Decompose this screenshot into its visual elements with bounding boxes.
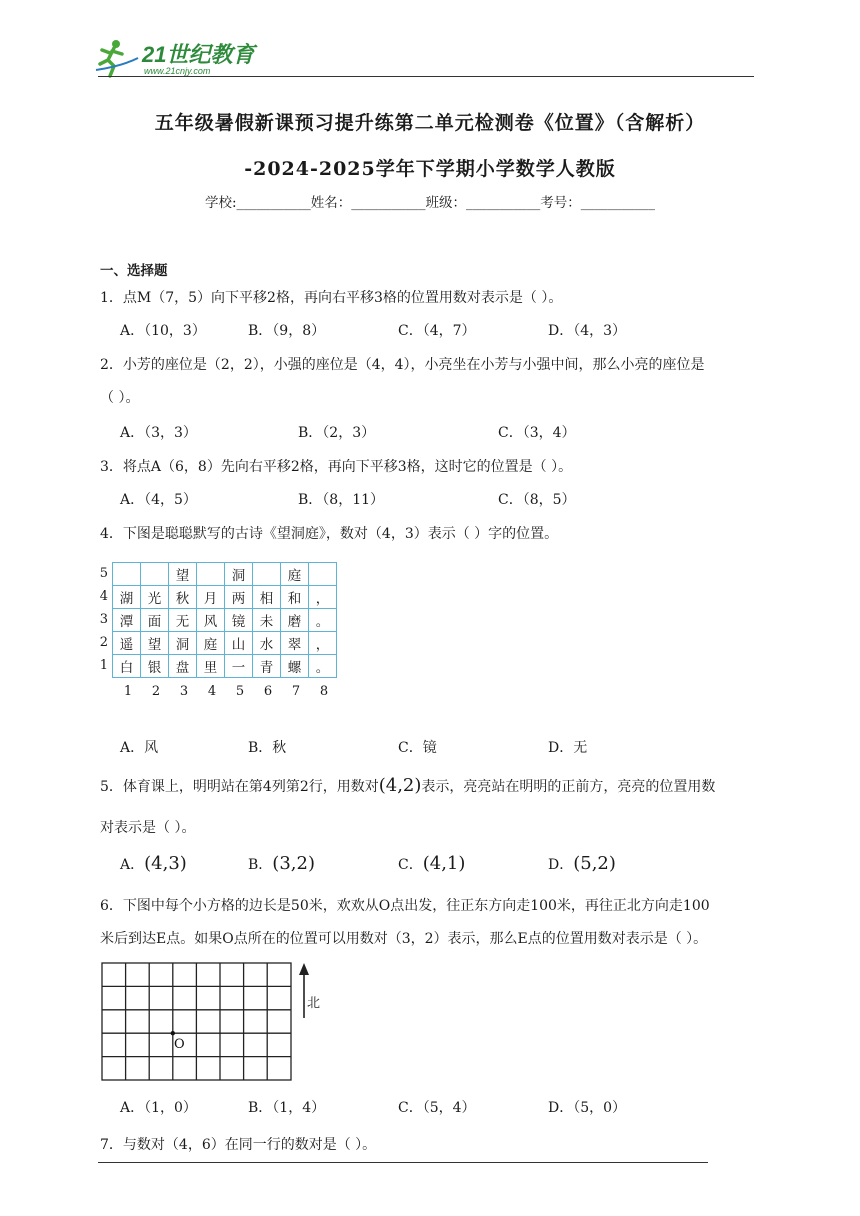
q5-pair: (4,2) [378,775,422,796]
question-5-stem-cont: 对表示是（ ）。 [100,820,196,836]
grid-cell: 洞 [225,563,253,586]
col-label: 4 [207,684,217,699]
grid-cell [141,563,169,586]
q3-option-b[interactable]: B．（8，11） [298,492,385,508]
q5-option-c-value: (4,1) [422,853,466,874]
q5-option-d-value: (5,2) [573,853,616,874]
grid-cell: 山 [225,632,253,655]
grid-cell: 风 [197,609,225,632]
grid-row [113,632,337,655]
question-2-stem-cont: （ ）。 [100,390,140,406]
grid-cell: 潭 [113,609,141,632]
q5-option-c[interactable] [398,853,465,874]
student-info-line: 学校:___________姓名：___________班级：___________考号：___________ [204,195,656,211]
point-o [171,1031,175,1035]
q4-option-b[interactable]: B．秋 [248,740,287,756]
q5-option-b-value: (3,2) [272,853,315,874]
poem-grid-figure [96,562,338,699]
page-title: 五年级暑假新课预习提升练第二单元检测卷《位置》（含解析） [154,112,706,134]
grid-cell: 洞 [169,632,197,655]
grid-cell: 银 [141,655,169,678]
north-label: 北 [307,996,321,1011]
section-heading: 一、选择题 [100,263,168,279]
row-label: 5 [99,566,108,581]
grid-cell [309,563,337,586]
q5-stem-b: 表示，亮亮站在明明的正前方，亮亮的位置用数 [421,779,716,795]
grid-cell: 望 [141,632,169,655]
grid-cell: 青 [253,655,281,678]
point-o-label: O [174,1037,185,1052]
grid-row [113,655,337,678]
row-label: 3 [99,612,108,627]
q5-stem-a: 5．体育课上，明明站在第4列第2行，用数对 [100,779,379,795]
grid-cell: 庭 [197,632,225,655]
q5-option-b[interactable] [248,853,315,874]
logo-brand: 21世纪教育 [142,42,255,67]
q3-option-a[interactable]: A．（4，5） [120,492,197,508]
question-2-stem: 2．小芳的座位是（2，2），小强的座位是（4，4），小亮坐在小芳与小强中间，那么小亮的座位是 [100,357,705,373]
col-label: 6 [263,684,273,699]
q6-option-b[interactable]: B．（1，4） [248,1100,326,1116]
grid-cell: 面 [141,609,169,632]
q5-option-a[interactable] [120,853,187,874]
col-label: 7 [291,684,301,699]
q1-option-a[interactable]: A．（10，3） [120,323,206,339]
row-label: 1 [99,658,108,673]
grid-cell: 庭 [281,563,309,586]
q4-option-a[interactable]: A．风 [120,740,159,756]
grid-cell: 遥 [113,632,141,655]
grid-cell: 盘 [169,655,197,678]
grid-cell: 一 [225,655,253,678]
grid-row [113,586,337,609]
grid-cell: 望 [169,563,197,586]
q6-option-c[interactable]: C．（5，4） [398,1100,476,1116]
page-subtitle: -2024-2025学年下学期小学数学人教版 [244,158,616,180]
grid-cell: 里 [197,655,225,678]
col-label: 5 [235,684,245,699]
q5-option-c-letter: C． [398,857,423,873]
grid-cell: 无 [169,609,197,632]
question-5-stem [100,775,715,796]
q5-option-d[interactable] [548,853,616,874]
header-rule [98,76,754,77]
logo-url: www.21cnjy.com [144,66,211,76]
footer-rule [98,1162,708,1163]
grid-row [113,563,337,586]
poem-grid-wrapper [96,562,337,678]
q1-option-b[interactable]: B．（9，8） [248,323,326,339]
q1-option-c[interactable]: C．（4，7） [398,323,476,339]
grid-cell: ， [309,586,337,609]
grid-cell: 相 [253,586,281,609]
grid-cell: 磨 [281,609,309,632]
grid-cell: 两 [225,586,253,609]
q4-option-c[interactable]: C．镜 [398,740,437,756]
q5-option-a-letter: A． [120,857,145,873]
question-7-stem: 7．与数对（4，6）在同一行的数对是（ ）。 [100,1137,377,1153]
col-label: 2 [151,684,161,699]
grid-cell [113,563,141,586]
col-label: 8 [319,684,329,699]
col-label: 1 [123,684,133,699]
question-4-stem: 4．下图是聪聪默写的古诗《望洞庭》，数对（4，3）表示（ ）字的位置。 [100,526,559,542]
grid-cell [197,563,225,586]
row-label: 2 [99,635,108,650]
q5-option-d-letter: D． [548,857,574,873]
q2-option-b[interactable]: B．（2，3） [298,425,376,441]
grid-cell: 镜 [225,609,253,632]
q3-option-c[interactable]: C．（8，5） [498,492,576,508]
grid-cell: 光 [141,586,169,609]
column-labels [114,680,338,699]
q2-option-a[interactable]: A．（3，3） [120,425,197,441]
question-6-stem: 6．下图中每个小方格的边长是50米，欢欢从O点出发，往正东方向走100米，再往正北方向走100 [100,898,710,914]
grid-cell: ， [309,632,337,655]
q2-option-c[interactable]: C．（3，4） [498,425,576,441]
grid-cell: 白 [113,655,141,678]
coordinate-grid [102,963,291,1080]
grid-cell: 湖 [113,586,141,609]
q5-option-b-letter: B． [248,857,273,873]
q1-option-d[interactable]: D．（4，3） [548,323,627,339]
coordinate-grid-figure [100,960,340,1084]
grid-cell: 秋 [169,586,197,609]
q6-option-d[interactable]: D．（5，0） [548,1100,627,1116]
grid-cell [253,563,281,586]
q5-option-a-value: (4,3) [144,853,187,874]
grid-cell: 和 [281,586,309,609]
grid-cell: 未 [253,609,281,632]
col-label: 3 [179,684,189,699]
q6-option-a[interactable]: A．（1，0） [120,1100,197,1116]
grid-cell: 螺 [281,655,309,678]
grid-cell: 翠 [281,632,309,655]
row-label: 4 [99,589,108,604]
question-3-stem: 3．将点A（6，8）先向右平移2格，再向下平移3格，这时它的位置是（ ）。 [100,459,573,475]
question-6-stem-cont: 米后到达E点。如果O点所在的位置可以用数对（3，2）表示，那么E点的位置用数对表示是（ ）。 [100,931,708,947]
logo [92,36,262,78]
grid-cell: 。 [309,609,337,632]
grid-cell: 。 [309,655,337,678]
question-1-stem: 1．点M（7，5）向下平移2格，再向右平移3格的位置用数对表示是（ ）。 [100,290,563,306]
grid-cell: 水 [253,632,281,655]
grid-cell: 月 [197,586,225,609]
q4-option-d[interactable]: D．无 [548,740,588,756]
runner-icon [96,40,138,76]
poem-grid [112,562,337,678]
grid-row [113,609,337,632]
